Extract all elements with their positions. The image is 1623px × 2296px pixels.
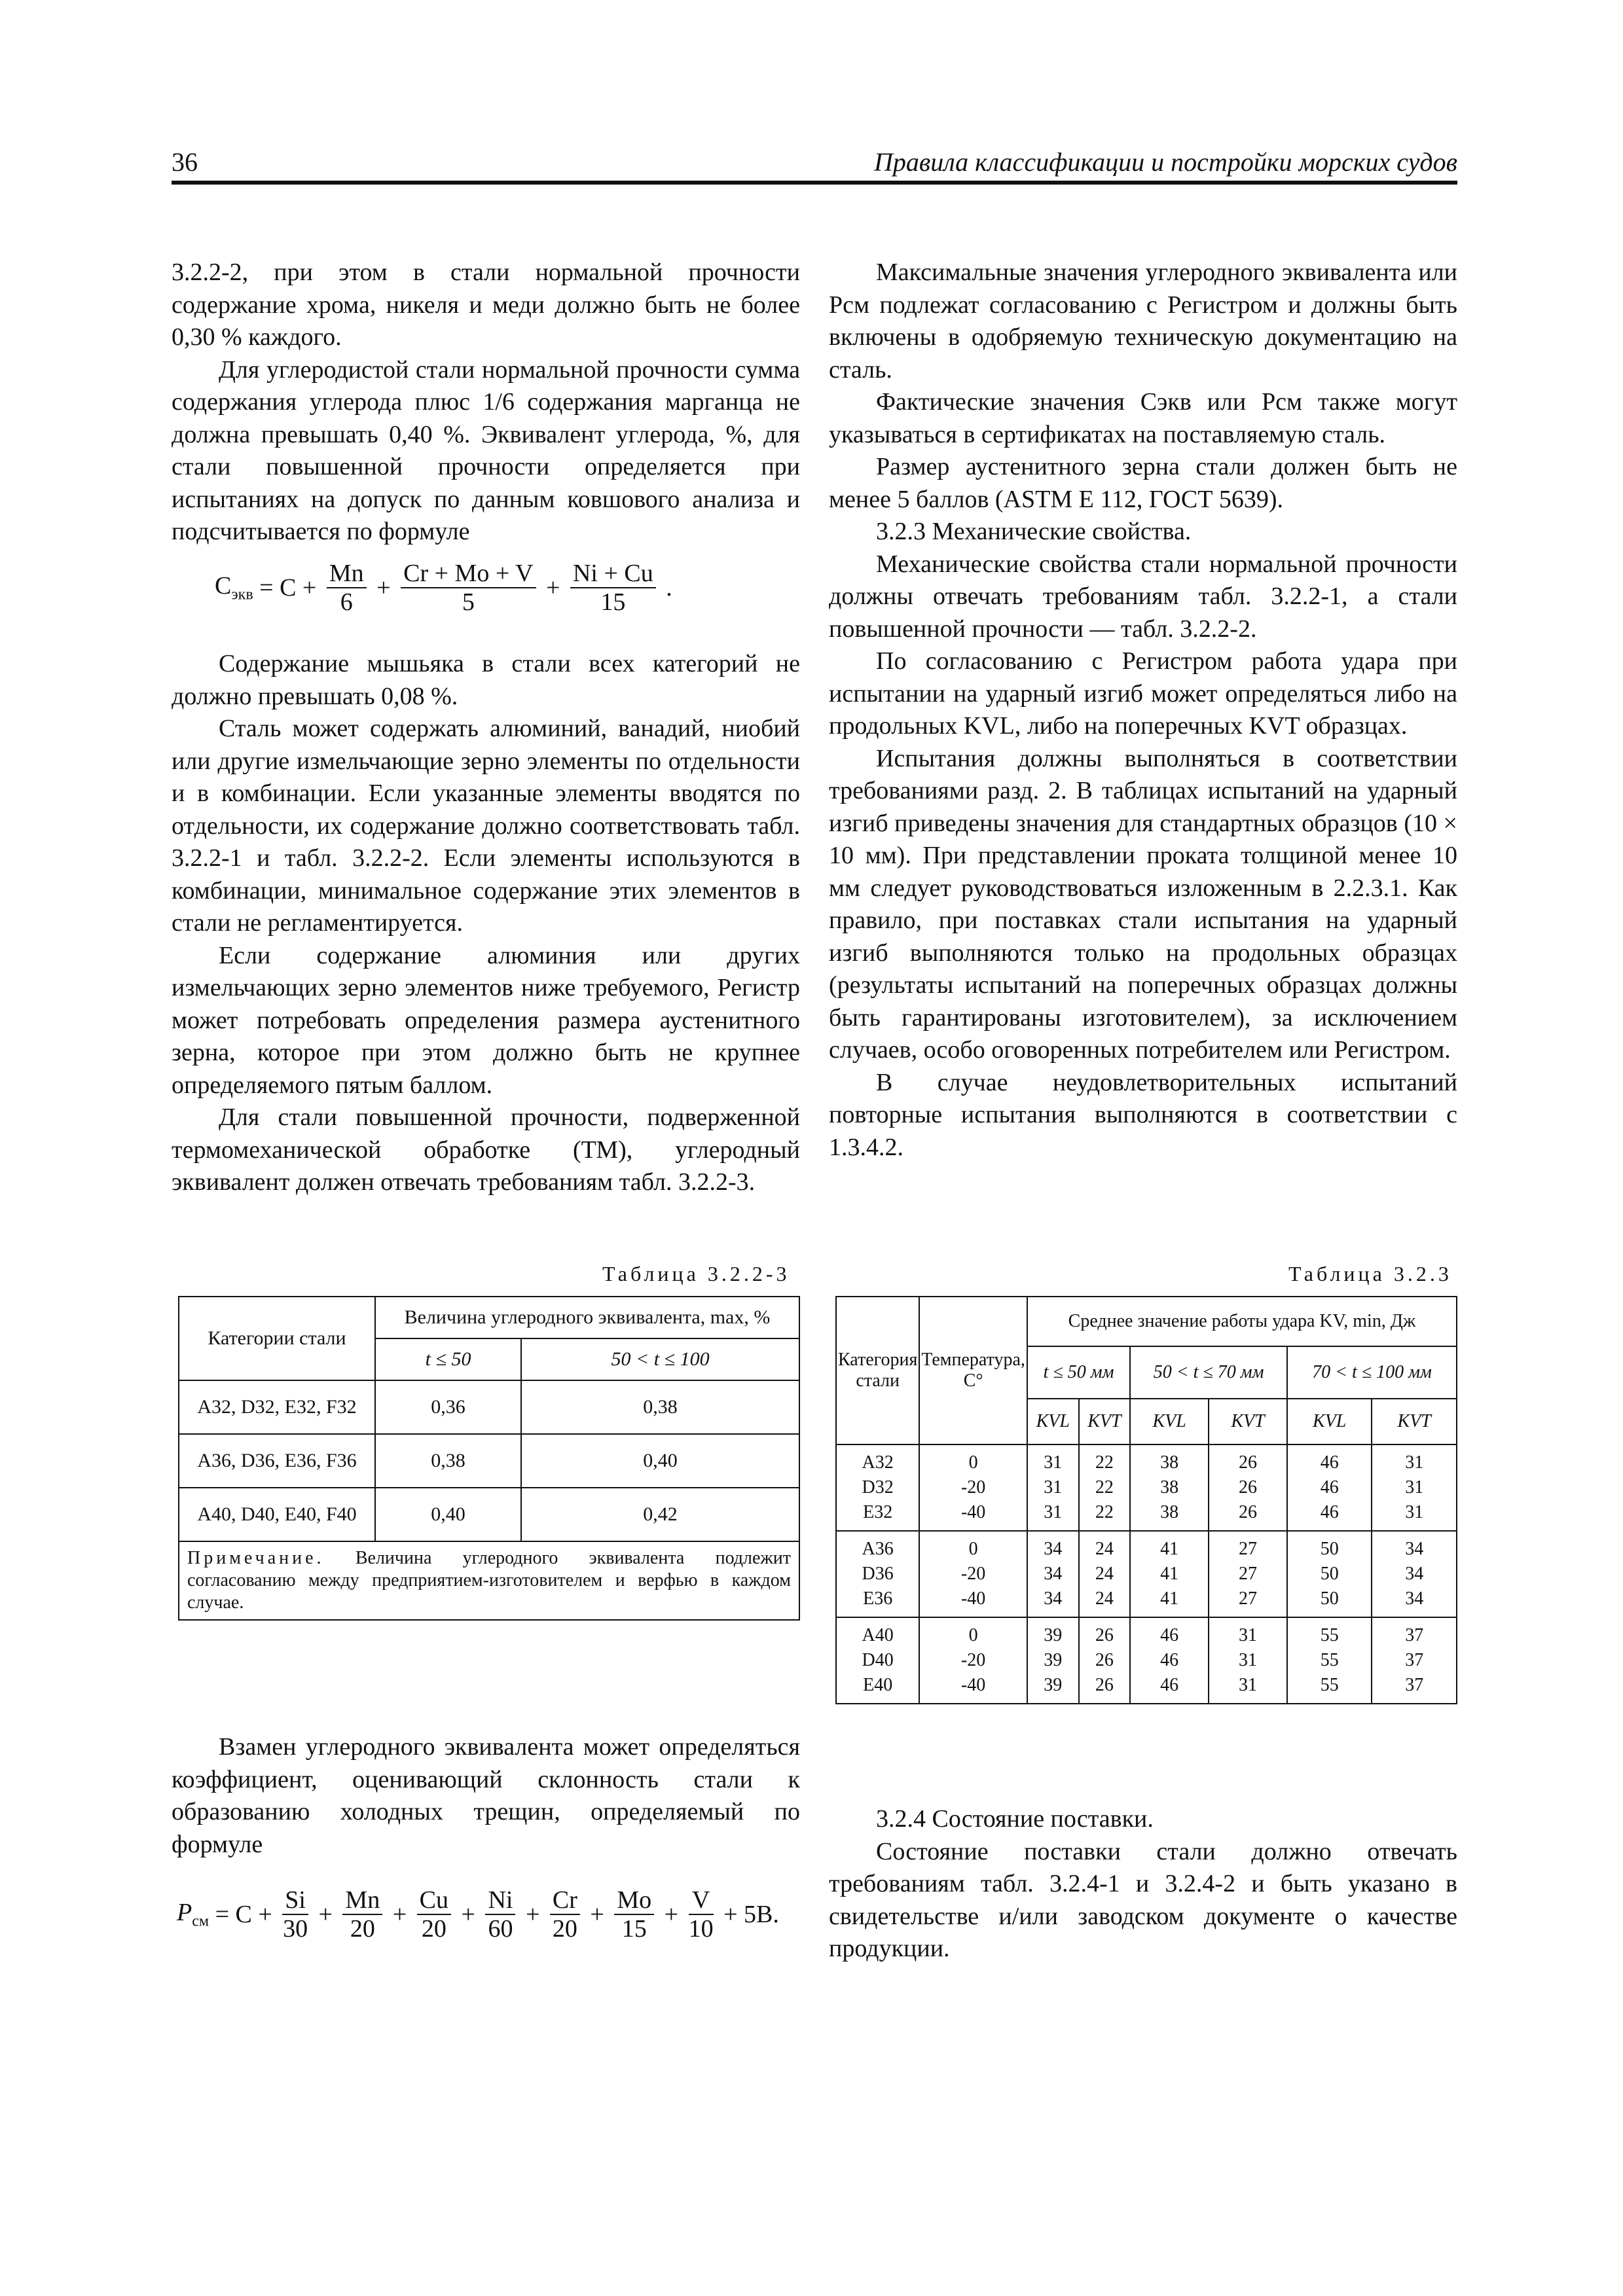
header-category: Категории стали <box>179 1297 375 1380</box>
cell-value: 37 37 37 <box>1372 1617 1457 1704</box>
cell-value: 55 55 55 <box>1287 1617 1372 1704</box>
cell-temperatures: 0 -20 -40 <box>919 1531 1027 1617</box>
fraction: $\frac{Cr + Mo + V}{5}$ <box>401 560 536 616</box>
cell-value: 31 31 31 <box>1209 1617 1287 1704</box>
fraction: $\frac{Mn}{6}$ <box>327 560 367 616</box>
cell-value: 22 22 22 <box>1079 1444 1131 1531</box>
cell-category: A40, D40, E40, F40 <box>179 1488 375 1541</box>
left-column-top <box>172 257 800 548</box>
cell-value: 31 31 31 <box>1372 1444 1457 1531</box>
right-column-bottom <box>829 1803 1457 1965</box>
carbon-equivalent-formula: $C_{экв} = C$ + $\frac{Mn}{6}$ + $\frac{Cr + Mo + V}{5}$ + $\frac{Ni + Cu}{15}$ . <box>215 560 672 616</box>
fraction: $\frac{Ni + Cu}{15}$ <box>570 560 656 616</box>
page-header <box>172 141 1457 185</box>
header-kvt: KVT <box>1209 1399 1287 1444</box>
cell-value: 46 46 46 <box>1130 1617 1209 1704</box>
paragraph: Для углеродистой стали нормальной прочности сумма содержания углерода плюс 1/6 содержания марганца не должна превышать 0,40 %. Эквивалент углерода, %, для стали повышенной прочности определяется при испытаниях на допуск по данным ковшового анализа и подсчитывается по формуле <box>172 355 800 545</box>
header-kvl: KVL <box>1130 1399 1209 1444</box>
fraction: $\frac{Si}{30}$ <box>283 1886 308 1943</box>
header-group-2: 50 < t ≤ 70 мм <box>1130 1346 1287 1399</box>
paragraph: По согласованию с Регистром работа удара при испытании на ударный изгиб может определяться либо на продольных KVL, либо на поперечных KVT образцах. <box>829 647 1457 740</box>
left-column-middle <box>172 648 800 1199</box>
header-category: Категория стали <box>836 1297 919 1444</box>
cell-value: 26 26 26 <box>1209 1444 1287 1531</box>
cell-value: 50 50 50 <box>1287 1531 1372 1617</box>
formula-lhs: $C_{экв}$ <box>215 572 253 603</box>
impact-energy-table <box>835 1296 1457 1704</box>
table-note: Примечание. Величина углеродного эквивалента подлежит согласованию между предприятием-изготовителем и верфью в каждом случае. <box>179 1541 799 1620</box>
table-caption: Таблица 3.2.2-3 <box>602 1262 790 1285</box>
header-main: Среднее значение работы удара KV, min, Дж <box>1027 1297 1457 1346</box>
cell-value: 0,40 <box>521 1434 799 1488</box>
header-temperature: Температура, C° <box>919 1297 1027 1444</box>
fraction: $\frac{Mn}{20}$ <box>342 1886 382 1943</box>
paragraph: В случае неудовлетворительных испытаний повторные испытания выполняются в соответствии с 1.3.4.2. <box>829 1068 1457 1161</box>
cell-value: 39 39 39 <box>1027 1617 1079 1704</box>
paragraph: Для стали повышенной прочности, подверженной термомеханической обработке (ТМ), углеродный эквивалент должен отвечать требованиям табл. 3.2.2-3. <box>172 1103 800 1196</box>
cell-value: 24 24 24 <box>1079 1531 1131 1617</box>
fraction: $\frac{Mo}{15}$ <box>614 1886 654 1943</box>
header-kvt: KVT <box>1372 1399 1457 1444</box>
cell-value: 38 38 38 <box>1130 1444 1209 1531</box>
header-group-3: 70 < t ≤ 100 мм <box>1287 1346 1457 1399</box>
cell-category: A32, D32, E32, F32 <box>179 1380 375 1434</box>
header-kvl: KVL <box>1287 1399 1372 1444</box>
running-title: Правила классификации и постройки морских судов <box>873 147 1457 177</box>
cell-value: 34 34 34 <box>1027 1531 1079 1617</box>
paragraph: Максимальные значения углеродного эквивалента или Pсм подлежат согласованию с Регистром и должны быть включены в одобряемую техническую документацию на сталь. <box>829 259 1457 384</box>
section-heading-3-2-4: 3.2.4 Состояние поставки. <box>876 1805 1154 1833</box>
header-kvt: KVT <box>1079 1399 1131 1444</box>
paragraph: Испытания должны выполняться в соответствии требованиями разд. 2. В таблицах испытаний на ударный изгиб приведены значения для стандартных образцов (10 × 10 мм). При представлении проката толщиной менее 10 мм следует руководствоваться изложенным в 2.2.3.1. Как правило, при поставках стали испытания на ударный изгиб выполняются только на продольных образцах (результаты испытаний на поперечных образцах должны быть гарантированы изготовителем), за исключением случаев, особо оговоренных потребителем или Регистром. <box>829 744 1457 1064</box>
fraction: $\frac{Ni}{60}$ <box>485 1886 515 1943</box>
header-thickness-2: 50 < t ≤ 100 <box>521 1338 799 1380</box>
fraction: $\frac{Cr}{20}$ <box>550 1886 580 1943</box>
header-value: Величина углеродного эквивалента, max, % <box>375 1297 799 1338</box>
header-thickness-1: t ≤ 50 <box>375 1338 521 1380</box>
paragraph: Механические свойства стали нормальной прочности должны отвечать требованиям табл. 3.2.2-1, а стали повышенной прочности — табл. 3.2.2-2. <box>829 550 1457 643</box>
paragraph: Содержание мышьяка в стали всех категорий не должно превышать 0,08 %. <box>172 650 800 710</box>
formula-lhs: $P_{см}$ <box>177 1899 210 1930</box>
paragraph: Если содержание алюминия или других измельчающих зерно элементов ниже требуемого, Регистр может потребовать определения размера аустенитного зерна, которое при этом должно быть не крупнее определяемого пятым баллом. <box>172 941 800 1099</box>
right-column-top <box>829 257 1457 1164</box>
cell-category: A36, D36, E36, F36 <box>179 1434 375 1488</box>
table-row <box>836 1531 1457 1617</box>
cell-value: 0,38 <box>375 1434 521 1488</box>
header-group-1: t ≤ 50 мм <box>1027 1346 1130 1399</box>
cell-value: 0,38 <box>521 1380 799 1434</box>
cell-value: 26 26 26 <box>1079 1617 1131 1704</box>
paragraph: 3.2.2-2, при этом в стали нормальной прочности содержание хрома, никеля и меди должно быть не более 0,30 % каждого. <box>172 259 800 351</box>
cell-categories: A40 D40 E40 <box>836 1617 919 1704</box>
cell-value: 46 46 46 <box>1287 1444 1372 1531</box>
fraction: $\frac{V}{10}$ <box>688 1886 714 1943</box>
cell-temperatures: 0 -20 -40 <box>919 1444 1027 1531</box>
cell-value: 0,36 <box>375 1380 521 1434</box>
paragraph: Размер аустенитного зерна стали должен быть не менее 5 баллов (ASTM E 112, ГОСТ 5639). <box>829 453 1457 513</box>
header-kvl: KVL <box>1027 1399 1079 1444</box>
cell-temperatures: 0 -20 -40 <box>919 1617 1027 1704</box>
left-column-bottom <box>172 1731 800 1861</box>
cell-value: 34 34 34 <box>1372 1531 1457 1617</box>
cell-value: 0,42 <box>521 1488 799 1541</box>
table-row <box>179 1380 799 1434</box>
cell-value: 31 31 31 <box>1027 1444 1079 1531</box>
table-row <box>179 1488 799 1541</box>
table-row <box>836 1617 1457 1704</box>
table-caption: Таблица 3.2.3 <box>1288 1262 1452 1285</box>
cell-categories: A36 D36 E36 <box>836 1531 919 1617</box>
cell-categories: A32 D32 E32 <box>836 1444 919 1531</box>
table-note-row <box>179 1541 799 1620</box>
table-row <box>836 1444 1457 1531</box>
cell-value: 27 27 27 <box>1209 1531 1287 1617</box>
fraction: $\frac{Cu}{20}$ <box>417 1886 451 1943</box>
paragraph: Состояние поставки стали должно отвечать требованиям табл. 3.2.4-1 и 3.2.4-2 и быть указано в свидетельстве и/или заводском документе о качестве продукции. <box>829 1837 1457 1962</box>
carbon-equivalent-table <box>178 1296 800 1621</box>
pcm-formula: $P_{см} = C$ + $\frac{Si}{30}$ + $\frac{Mn}{20}$ + $\frac{Cu}{20}$ + $\frac{Ni}{60}$ + $\frac{Cr}{20}$ + $\frac{Mo}{15}$ + $\frac{V}{10}$ + 5B. <box>177 1886 779 1943</box>
paragraph: Фактические значения Cэкв или Pсм также могут указываться в сертификатах на поставляемую сталь. <box>829 388 1457 448</box>
paragraph: Взамен углеродного эквивалента может определяться коэффициент, оценивающий склонность стали к образованию холодных трещин, определяемый по формуле <box>172 1733 800 1858</box>
page-number: 36 <box>172 147 198 177</box>
paragraph: Сталь может содержать алюминий, ванадий, ниобий или другие измельчающие зерно элементы по отдельности и в комбинации. Если указанные элементы вводятся по отдельности, их содержание должно соответствовать табл. 3.2.2-1 и табл. 3.2.2-2. Если элементы используются в комбинации, минимальное содержание этих элементов в стали не регламентируется. <box>172 715 800 937</box>
cell-value: 0,40 <box>375 1488 521 1541</box>
table-row <box>179 1434 799 1488</box>
cell-value: 41 41 41 <box>1130 1531 1209 1617</box>
section-heading-3-2-3: 3.2.3 Механические свойства. <box>876 518 1192 545</box>
